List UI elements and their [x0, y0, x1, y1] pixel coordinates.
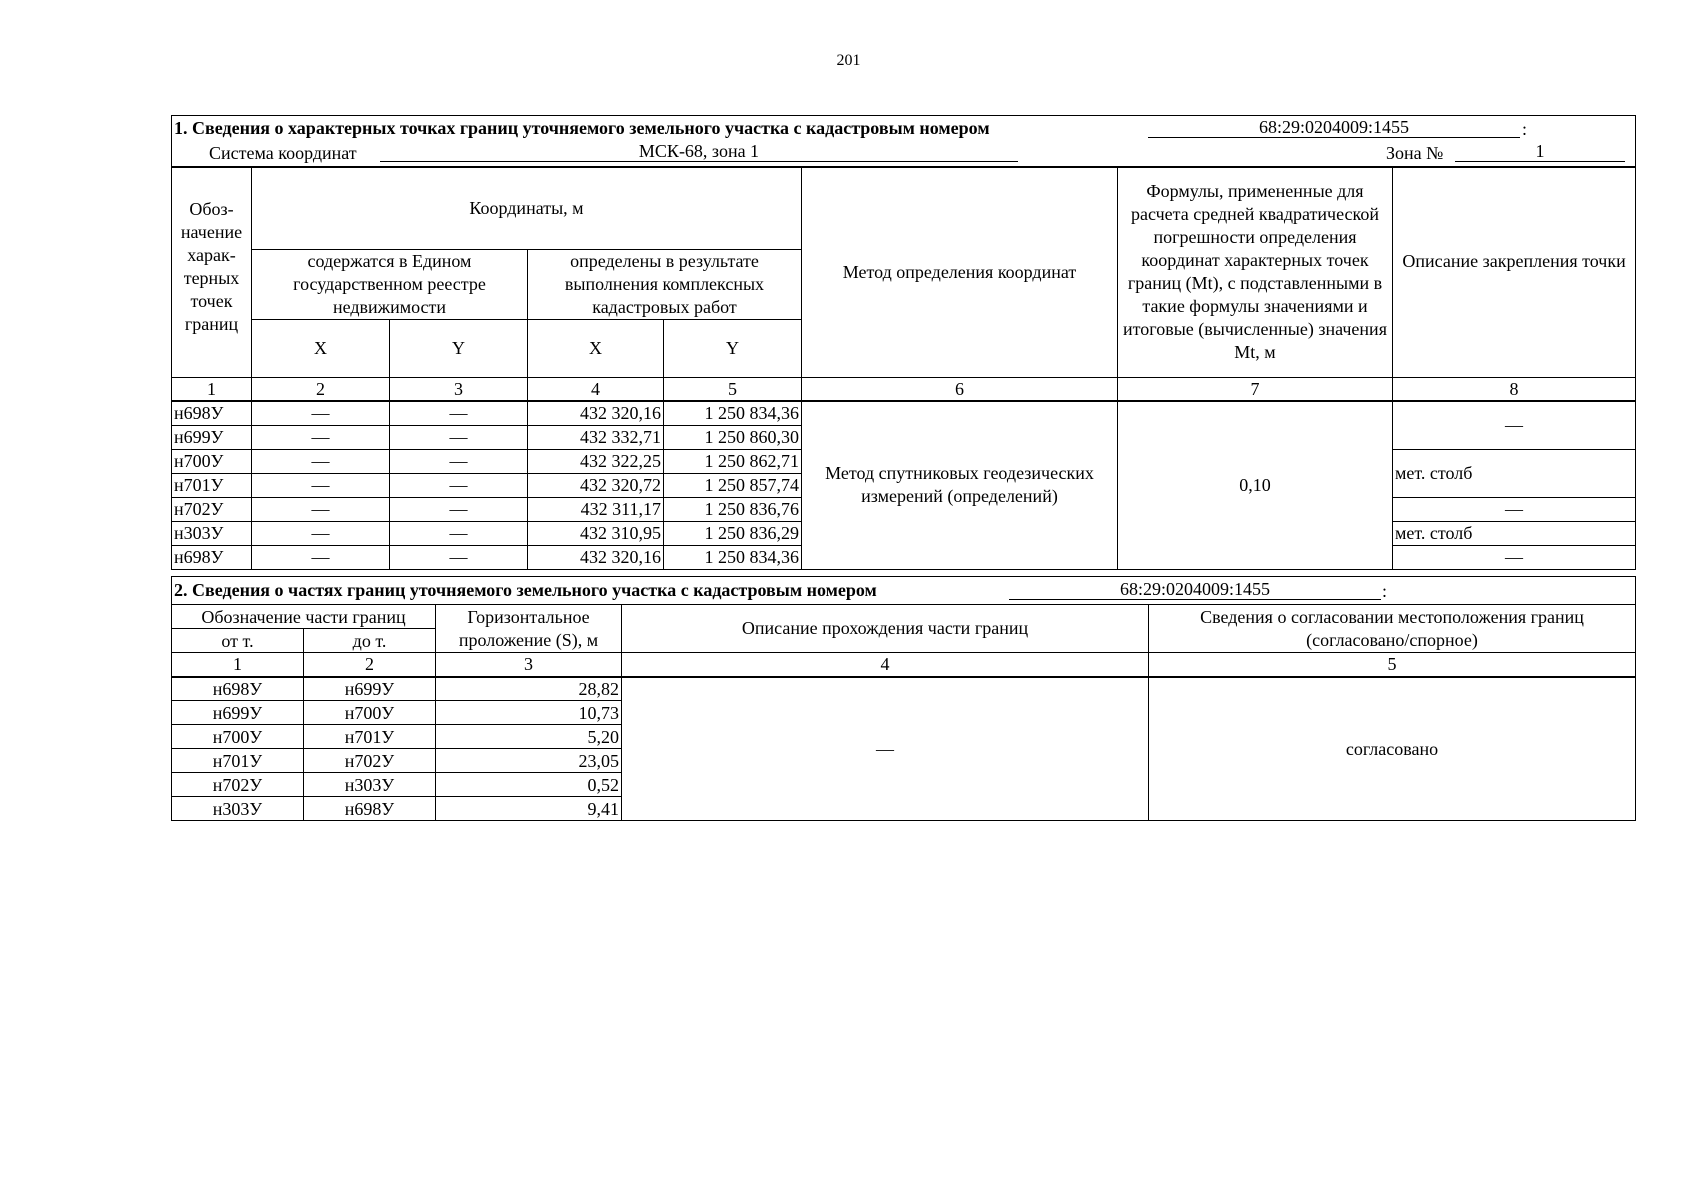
- header-y1: Y: [390, 319, 528, 377]
- egrn-y: —: [390, 425, 528, 449]
- header-formulas: Формулы, примененные для расчета средней квадратической погрешности определения координат характерных точек границ (Mt), с подставленными в такие формулы значениями и итоговые (вычисленные) значения Mt, м: [1118, 167, 1393, 377]
- agreement-value: согласовано: [1149, 677, 1636, 821]
- point-id: н698У: [172, 545, 252, 569]
- header-egrn: содержатся в Едином государственном реестре недвижимости: [252, 249, 528, 319]
- section2-table: [171, 576, 1636, 821]
- complex-x: 432 320,16: [528, 545, 664, 569]
- table-row: [172, 677, 1636, 701]
- col-number: 7: [1118, 377, 1393, 401]
- to-point: н698У: [304, 797, 436, 821]
- from-point: н700У: [172, 725, 304, 749]
- to-point: н699У: [304, 677, 436, 701]
- mt-value: 0,10: [1118, 401, 1393, 569]
- egrn-x: —: [252, 497, 390, 521]
- egrn-y: —: [390, 449, 528, 473]
- coord-system-value: МСК-68, зона 1: [380, 141, 1018, 162]
- header-distance: Горизонтальное проложение (S), м: [436, 605, 622, 653]
- zone-label: Зона №: [1386, 143, 1444, 163]
- table-row: [172, 401, 1636, 425]
- complex-x: 432 310,95: [528, 521, 664, 545]
- egrn-y: —: [390, 497, 528, 521]
- point-id: н700У: [172, 449, 252, 473]
- egrn-y: —: [390, 473, 528, 497]
- complex-x: 432 332,71: [528, 425, 664, 449]
- col-number: 3: [390, 377, 528, 401]
- header-complex: определены в результате выполнения комплексных кадастровых работ: [528, 249, 802, 319]
- section2-colon: :: [1382, 581, 1388, 601]
- egrn-x: —: [252, 473, 390, 497]
- point-id: н303У: [172, 521, 252, 545]
- complex-x: 432 320,16: [528, 401, 664, 425]
- col-number: 2: [252, 377, 390, 401]
- point-id: н701У: [172, 473, 252, 497]
- to-point: н702У: [304, 749, 436, 773]
- to-point: н700У: [304, 701, 436, 725]
- section2-cadastral-number: 68:29:0204009:1455: [1009, 579, 1381, 600]
- header-fixing: Описание закрепления точки: [1393, 167, 1636, 377]
- egrn-y: —: [390, 401, 528, 425]
- egrn-x: —: [252, 545, 390, 569]
- distance-value: 5,20: [436, 725, 622, 749]
- distance-value: 0,52: [436, 773, 622, 797]
- complex-y: 1 250 860,30: [664, 425, 802, 449]
- egrn-x: —: [252, 449, 390, 473]
- egrn-x: —: [252, 401, 390, 425]
- from-point: н702У: [172, 773, 304, 797]
- header-x1: X: [252, 319, 390, 377]
- header-designation: Обоз-начение харак-терных точек границ: [172, 167, 252, 377]
- complex-x: 432 322,25: [528, 449, 664, 473]
- from-point: н698У: [172, 677, 304, 701]
- header-x2: X: [528, 319, 664, 377]
- point-id: н702У: [172, 497, 252, 521]
- from-point: н701У: [172, 749, 304, 773]
- col-number: 3: [436, 653, 622, 677]
- col-number: 2: [304, 653, 436, 677]
- method-value: Метод спутниковых геодезических измерений (определений): [802, 401, 1118, 569]
- from-point: н699У: [172, 701, 304, 725]
- zone-value: 1: [1455, 141, 1625, 162]
- col-number: 5: [664, 377, 802, 401]
- fixing-value: —: [1393, 497, 1636, 521]
- header-description: Описание прохождения части границ: [622, 605, 1149, 653]
- header-coordinates: Координаты, м: [252, 167, 802, 249]
- col-number: 8: [1393, 377, 1636, 401]
- coord-system-label: Система координат: [209, 143, 357, 163]
- to-point: н303У: [304, 773, 436, 797]
- egrn-y: —: [390, 545, 528, 569]
- complex-y: 1 250 834,36: [664, 401, 802, 425]
- header-to: до т.: [304, 629, 436, 653]
- egrn-x: —: [252, 425, 390, 449]
- header-part-designation: Обозначение части границ: [172, 605, 436, 629]
- col-number: 5: [1149, 653, 1636, 677]
- section1-table: [171, 115, 1636, 570]
- header-agreement: Сведения о согласовании местоположения границ (согласовано/спорное): [1149, 605, 1636, 653]
- distance-value: 9,41: [436, 797, 622, 821]
- fixing-value: мет. столб: [1393, 449, 1636, 497]
- fixing-value: мет. столб: [1393, 521, 1636, 545]
- distance-value: 10,73: [436, 701, 622, 725]
- from-point: н303У: [172, 797, 304, 821]
- col-number: 4: [622, 653, 1149, 677]
- egrn-y: —: [390, 521, 528, 545]
- complex-x: 432 311,17: [528, 497, 664, 521]
- col-number: 4: [528, 377, 664, 401]
- fixing-value: —: [1393, 401, 1636, 449]
- header-from: от т.: [172, 629, 304, 653]
- page-number: 201: [836, 52, 861, 69]
- col-number: 1: [172, 653, 304, 677]
- complex-y: 1 250 836,76: [664, 497, 802, 521]
- complex-x: 432 320,72: [528, 473, 664, 497]
- section1-title: 1. Сведения о характерных точках границ уточняемого земельного участка с кадастровым номером: [174, 118, 990, 138]
- distance-value: 23,05: [436, 749, 622, 773]
- to-point: н701У: [304, 725, 436, 749]
- col-number: 1: [172, 377, 252, 401]
- section1-cadastral-number: 68:29:0204009:1455: [1148, 117, 1520, 138]
- col-number: 6: [802, 377, 1118, 401]
- distance-value: 28,82: [436, 677, 622, 701]
- complex-y: 1 250 836,29: [664, 521, 802, 545]
- section2-title: 2. Сведения о частях границ уточняемого земельного участка с кадастровым номером: [174, 580, 877, 600]
- complex-y: 1 250 857,74: [664, 473, 802, 497]
- complex-y: 1 250 862,71: [664, 449, 802, 473]
- description-value: —: [622, 677, 1149, 821]
- point-id: н699У: [172, 425, 252, 449]
- fixing-value: —: [1393, 545, 1636, 569]
- header-method: Метод определения координат: [802, 167, 1118, 377]
- section1-colon: :: [1522, 119, 1528, 139]
- point-id: н698У: [172, 401, 252, 425]
- complex-y: 1 250 834,36: [664, 545, 802, 569]
- egrn-x: —: [252, 521, 390, 545]
- header-y2: Y: [664, 319, 802, 377]
